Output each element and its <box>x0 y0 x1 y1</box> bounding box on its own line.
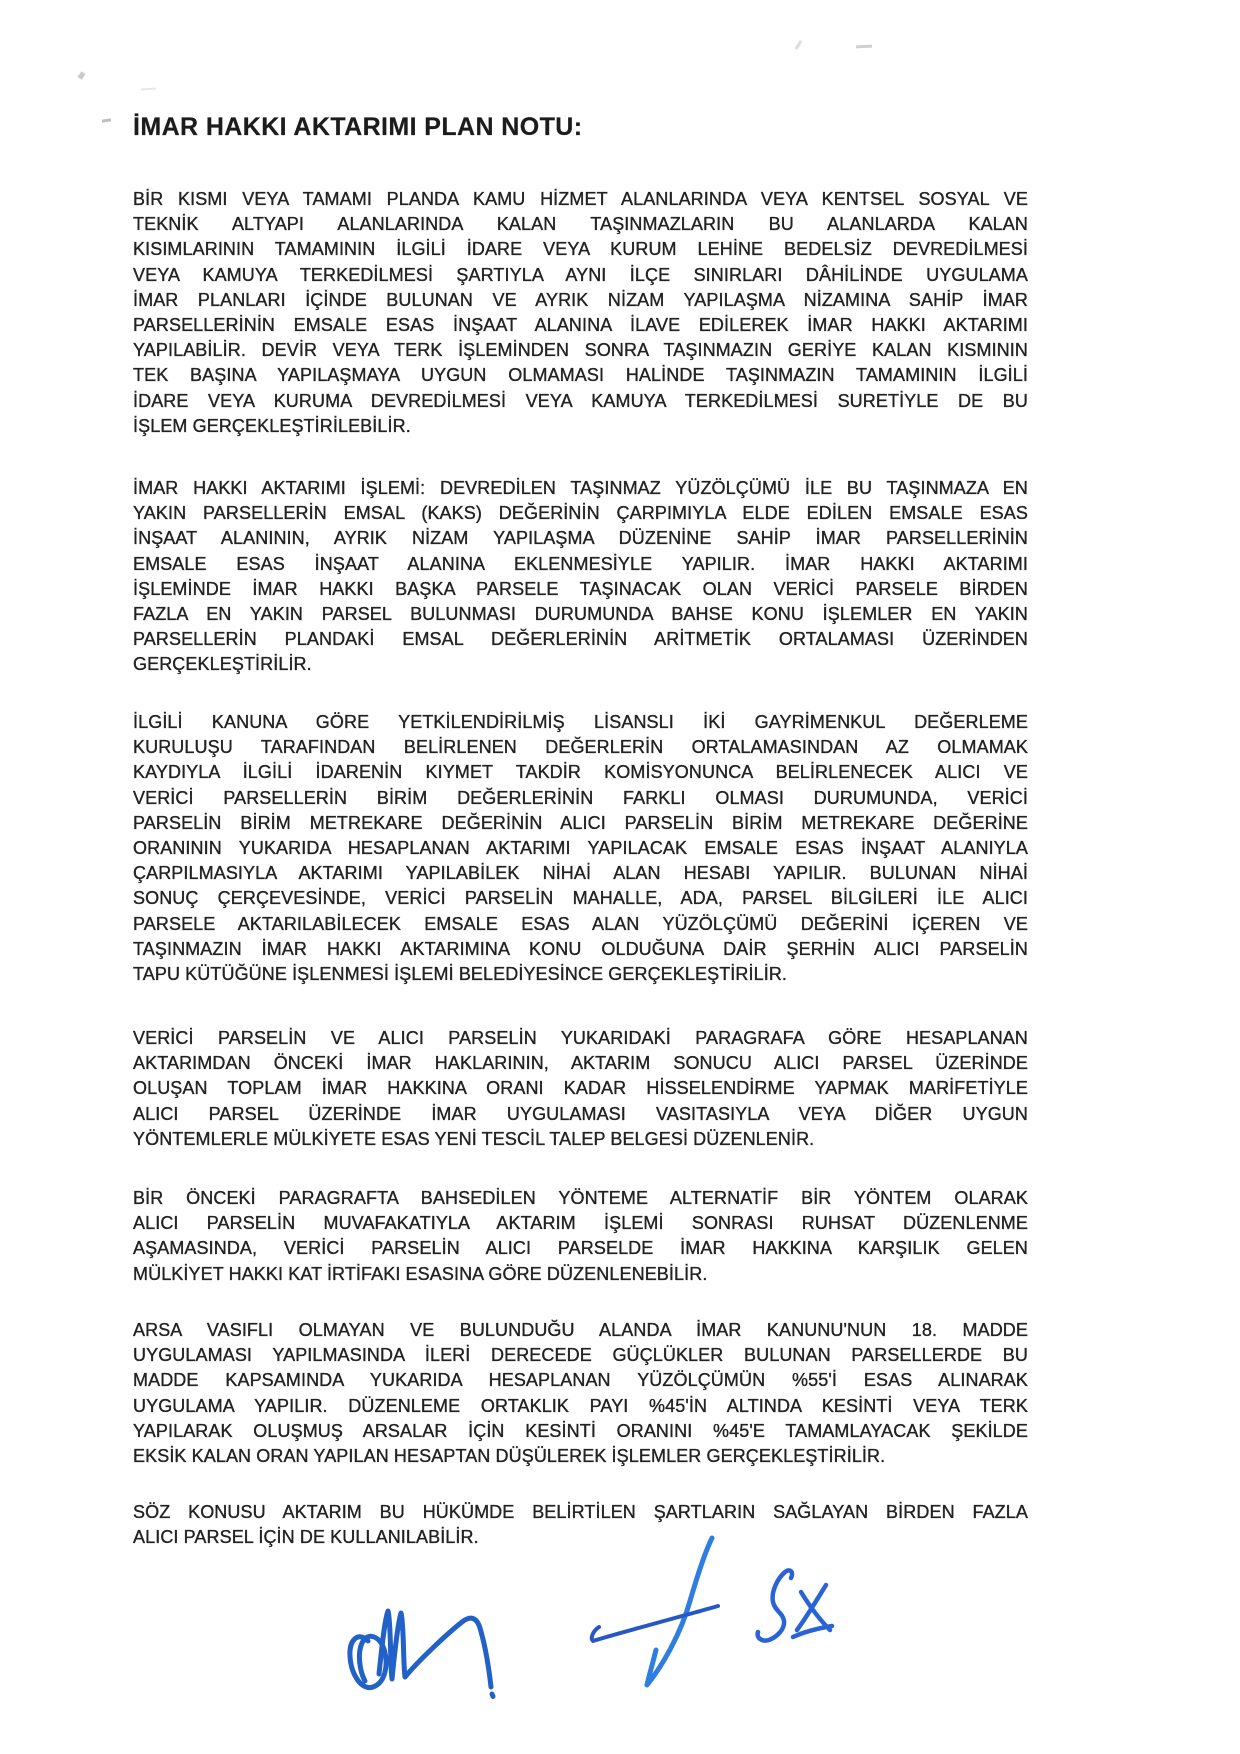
text-line: ALICI PARSELİN MUVAFAKATIYLA AKTARIM İŞLEMİ SONRASI RUHSAT DÜZENLENME <box>133 1213 1028 1234</box>
text-line: OLUŞAN TOPLAM İMAR HAKKINA ORANI KADAR HİSSELENDİRME YAPMAK MARİFETİYLE <box>133 1078 1028 1099</box>
scan-speck <box>77 71 85 80</box>
text-line: TAŞINMAZIN İMAR HAKKI AKTARIMINA KONU OLDUĞUNA DAİR ŞERHİN ALICI PARSELİN <box>133 938 1028 959</box>
text-line: İMAR HAKKI AKTARIMI İŞLEMİ: DEVREDİLEN TAŞINMAZ YÜZÖLÇÜMÜ İLE BU TAŞINMAZA EN <box>133 478 1028 498</box>
text-line: KURULUŞU TARAFINDAN BELİRLENEN DEĞERLERİN ORTALAMASINDAN AZ OLMAMAK <box>133 737 1028 758</box>
text-line: SÖZ KONUSU AKTARIM BU HÜKÜMDE BELİRTİLEN ŞARTLARIN SAĞLAYAN BİRDEN FAZLA <box>133 1502 1028 1522</box>
text-line: VERİCİ PARSELLERİN BİRİM DEĞERLERİNİN FARKLI OLMASI DURUMUNDA, VERİCİ <box>133 787 1028 808</box>
paragraph <box>133 1026 1028 1152</box>
text-line: PARSELİN BİRİM METREKARE DEĞERİNİN ALICI PARSELİN BİRİM METREKARE DEĞERİNE <box>133 812 1028 833</box>
text-line: TEKNİK ALTYAPI ALANLARINDA KALAN TAŞINMAZLARIN BU ALANLARDA KALAN <box>133 214 1028 235</box>
text-line: KAYDIYLA İLGİLİ İDARENİN KIYMET TAKDİR KOMİSYONUNCA BELİRLENECEK ALICI VE <box>133 762 1028 783</box>
text-line: ARSA VASIFLI OLMAYAN VE BULUNDUĞU ALANDA İMAR KANUNU'NUN 18. MADDE <box>133 1320 1028 1340</box>
signature-right-k <box>793 1585 832 1637</box>
text-line: YÖNTEMLERLE MÜLKİYETE ESAS YENİ TESCİL TALEP BELGESİ DÜZENLENİR. <box>133 1128 815 1149</box>
scan-speck <box>102 118 111 122</box>
text-line: MADDE KAPSAMINDA YUKARIDA HESAPLANAN YÜZÖLÇÜMÜN %55'İ ESAS ALINARAK <box>133 1370 1028 1391</box>
text-line: PARSELLERİN PLANDAKİ EMSAL DEĞERLERİNİN ARİTMETİK ORTALAMASI ÜZERİNDEN <box>133 629 1028 650</box>
page-title: İMAR HAKKI AKTARIMI PLAN NOTU: <box>133 113 583 141</box>
text-line: SONUÇ ÇERÇEVESİNDE, VERİCİ PARSELİN MAHALLE, ADA, PARSEL BİLGİLERİ İLE ALICI <box>133 888 1028 909</box>
text-line: İNŞAAT ALANININ, AYRIK NİZAM YAPILAŞMA DÜZENİNE SAHİP İMAR PARSELLERİNİN <box>133 528 1028 549</box>
text-line: İMAR PLANLARI İÇİNDE BULUNAN VE AYRIK NİZAM YAPILAŞMA NİZAMINA SAHİP İMAR <box>133 289 1028 310</box>
scan-speck <box>856 45 872 49</box>
text-line: BİR KISMI VEYA TAMAMI PLANDA KAMU HİZMET ALANLARINDA VEYA KENTSEL SOSYAL VE <box>133 189 1028 209</box>
text-line: FAZLA EN YAKIN PARSEL BULUNMASI DURUMUNDA BAHSE KONU İŞLEMLER EN YAKIN <box>133 604 1028 625</box>
text-line: BİR ÖNCEKİ PARAGRAFTA BAHSEDİLEN YÖNTEME ALTERNATİF BİR YÖNTEM OLARAK <box>133 1188 1028 1208</box>
scan-speck <box>795 40 803 50</box>
text-line: PARSELLERİNİN EMSALE ESAS İNŞAAT ALANINA İLAVE EDİLEREK İMAR HAKKI AKTARIMI <box>133 315 1028 336</box>
text-line: GERÇEKLEŞTİRİLİR. <box>133 654 312 675</box>
text-line: UYGULAMA YAPILIR. DÜZENLEME ORTAKLIK PAYI %45'İN ALTINDA KESİNTİ VEYA TERK <box>133 1395 1028 1416</box>
text-line: PARSELE AKTARILABİLECEK EMSALE ESAS ALAN YÜZÖLÇÜMÜ DEĞERİNİ İÇEREN VE <box>133 913 1028 934</box>
paragraph <box>133 476 1028 678</box>
signature-middle-cross <box>592 1606 718 1641</box>
scan-speck <box>141 87 156 90</box>
text-line: AŞAMASINDA, VERİCİ PARSELİN ALICI PARSELDE İMAR HAKKINA KARŞILIK GELEN <box>133 1238 1028 1259</box>
text-line: İŞLEM GERÇEKLEŞTİRİLEBİLİR. <box>133 415 411 436</box>
text-line: TAPU KÜTÜĞÜNE İŞLENMESİ İŞLEMİ BELEDİYESİNCE GERÇEKLEŞTİRİLİR. <box>133 964 788 985</box>
text-line: MÜLKİYET HAKKI KAT İRTİFAKI ESASINA GÖRE DÜZENLENEBİLİR. <box>133 1263 708 1284</box>
text-line: KISIMLARININ TAMAMININ İLGİLİ İDARE VEYA KURUM LEHİNE BEDELSİZ DEVREDİLMESİ <box>133 239 1028 260</box>
paragraph <box>133 187 1028 439</box>
paragraph <box>133 1318 1028 1469</box>
text-line: EMSALE ESAS İNŞAAT ALANINA EKLENMESİYLE YAPILIR. İMAR HAKKI AKTARIMI <box>133 553 1028 574</box>
text-line: VERİCİ PARSELİN VE ALICI PARSELİN YUKARIDAKİ PARAGRAFA GÖRE HESAPLANAN <box>133 1028 1028 1048</box>
text-line: TEK BAŞINA YAPILAŞMAYA UYGUN OLMAMASI HALİNDE TAŞINMAZIN TAMAMININ İLGİLİ <box>133 365 1028 386</box>
paragraph <box>133 710 1028 987</box>
signature-left <box>350 1611 493 1697</box>
signature-right-s <box>758 1570 792 1640</box>
signature-block <box>300 1515 870 1715</box>
text-line: UYGULAMASI YAPILMASINDA İLERİ DERECEDE GÜÇLÜKLER BULUNAN PARSELLERDE BU <box>133 1345 1028 1366</box>
text-line: AKTARIMDAN ÖNCEKİ İMAR HAKLARININ, AKTARIM SONUCU ALICI PARSEL ÜZERİNDE <box>133 1053 1028 1074</box>
text-line: YAKIN PARSELLERİN EMSAL (KAKS) DEĞERİNİN ÇARPIMIYLA ELDE EDİLEN EMSALE ESAS <box>133 503 1028 524</box>
text-line: ÇARPILMASIYLA AKTARIMI YAPILABİLEK NİHAİ ALAN HESABI YAPILIR. BULUNAN NİHAİ <box>133 863 1028 884</box>
text-line: YAPILABİLİR. DEVİR VEYA TERK İŞLEMİNDEN SONRA TAŞINMAZIN GERİYE KALAN KISMININ <box>133 340 1028 361</box>
text-line: İDARE VEYA KURUMA DEVREDİLMESİ VEYA KAMUYA TERKEDİLMESİ SURETİYLE DE BU <box>133 390 1028 411</box>
paragraph <box>133 1186 1028 1287</box>
text-line: ALICI PARSEL ÜZERİNDE İMAR UYGULAMASI VASITASIYLA VEYA DİĞER UYGUN <box>133 1103 1028 1124</box>
text-line: İLGİLİ KANUNA GÖRE YETKİLENDİRİLMİŞ LİSANSLI İKİ GAYRİMENKUL DEĞERLEME <box>133 712 1028 732</box>
text-line: ORANININ YUKARIDA HESAPLANAN AKTARIMI YAPILACAK EMSALE ESAS İNŞAAT ALANIYLA <box>133 838 1028 859</box>
text-line: VEYA KAMUYA TERKEDİLMESİ ŞARTIYLA AYNI İLÇE SINIRLARI DÂHİLİNDE UYGULAMA <box>133 264 1028 285</box>
text-line: YAPILARAK OLUŞMUŞ ARSALAR İÇİN KESİNTİ ORANINI %45'E TAMAMLAYACAK ŞEKİLDE <box>133 1420 1028 1441</box>
text-line: EKSİK KALAN ORAN YAPILAN HESAPTAN DÜŞÜLEREK İŞLEMLER GERÇEKLEŞTİRİLİR. <box>133 1446 886 1467</box>
text-line: ALICI PARSEL İÇİN DE KULLANILABİLİR. <box>133 1527 479 1548</box>
text-line: İŞLEMİNDE İMAR HAKKI BAŞKA PARSELE TAŞINACAK OLAN VERİCİ PARSELE BİRDEN <box>133 578 1028 599</box>
